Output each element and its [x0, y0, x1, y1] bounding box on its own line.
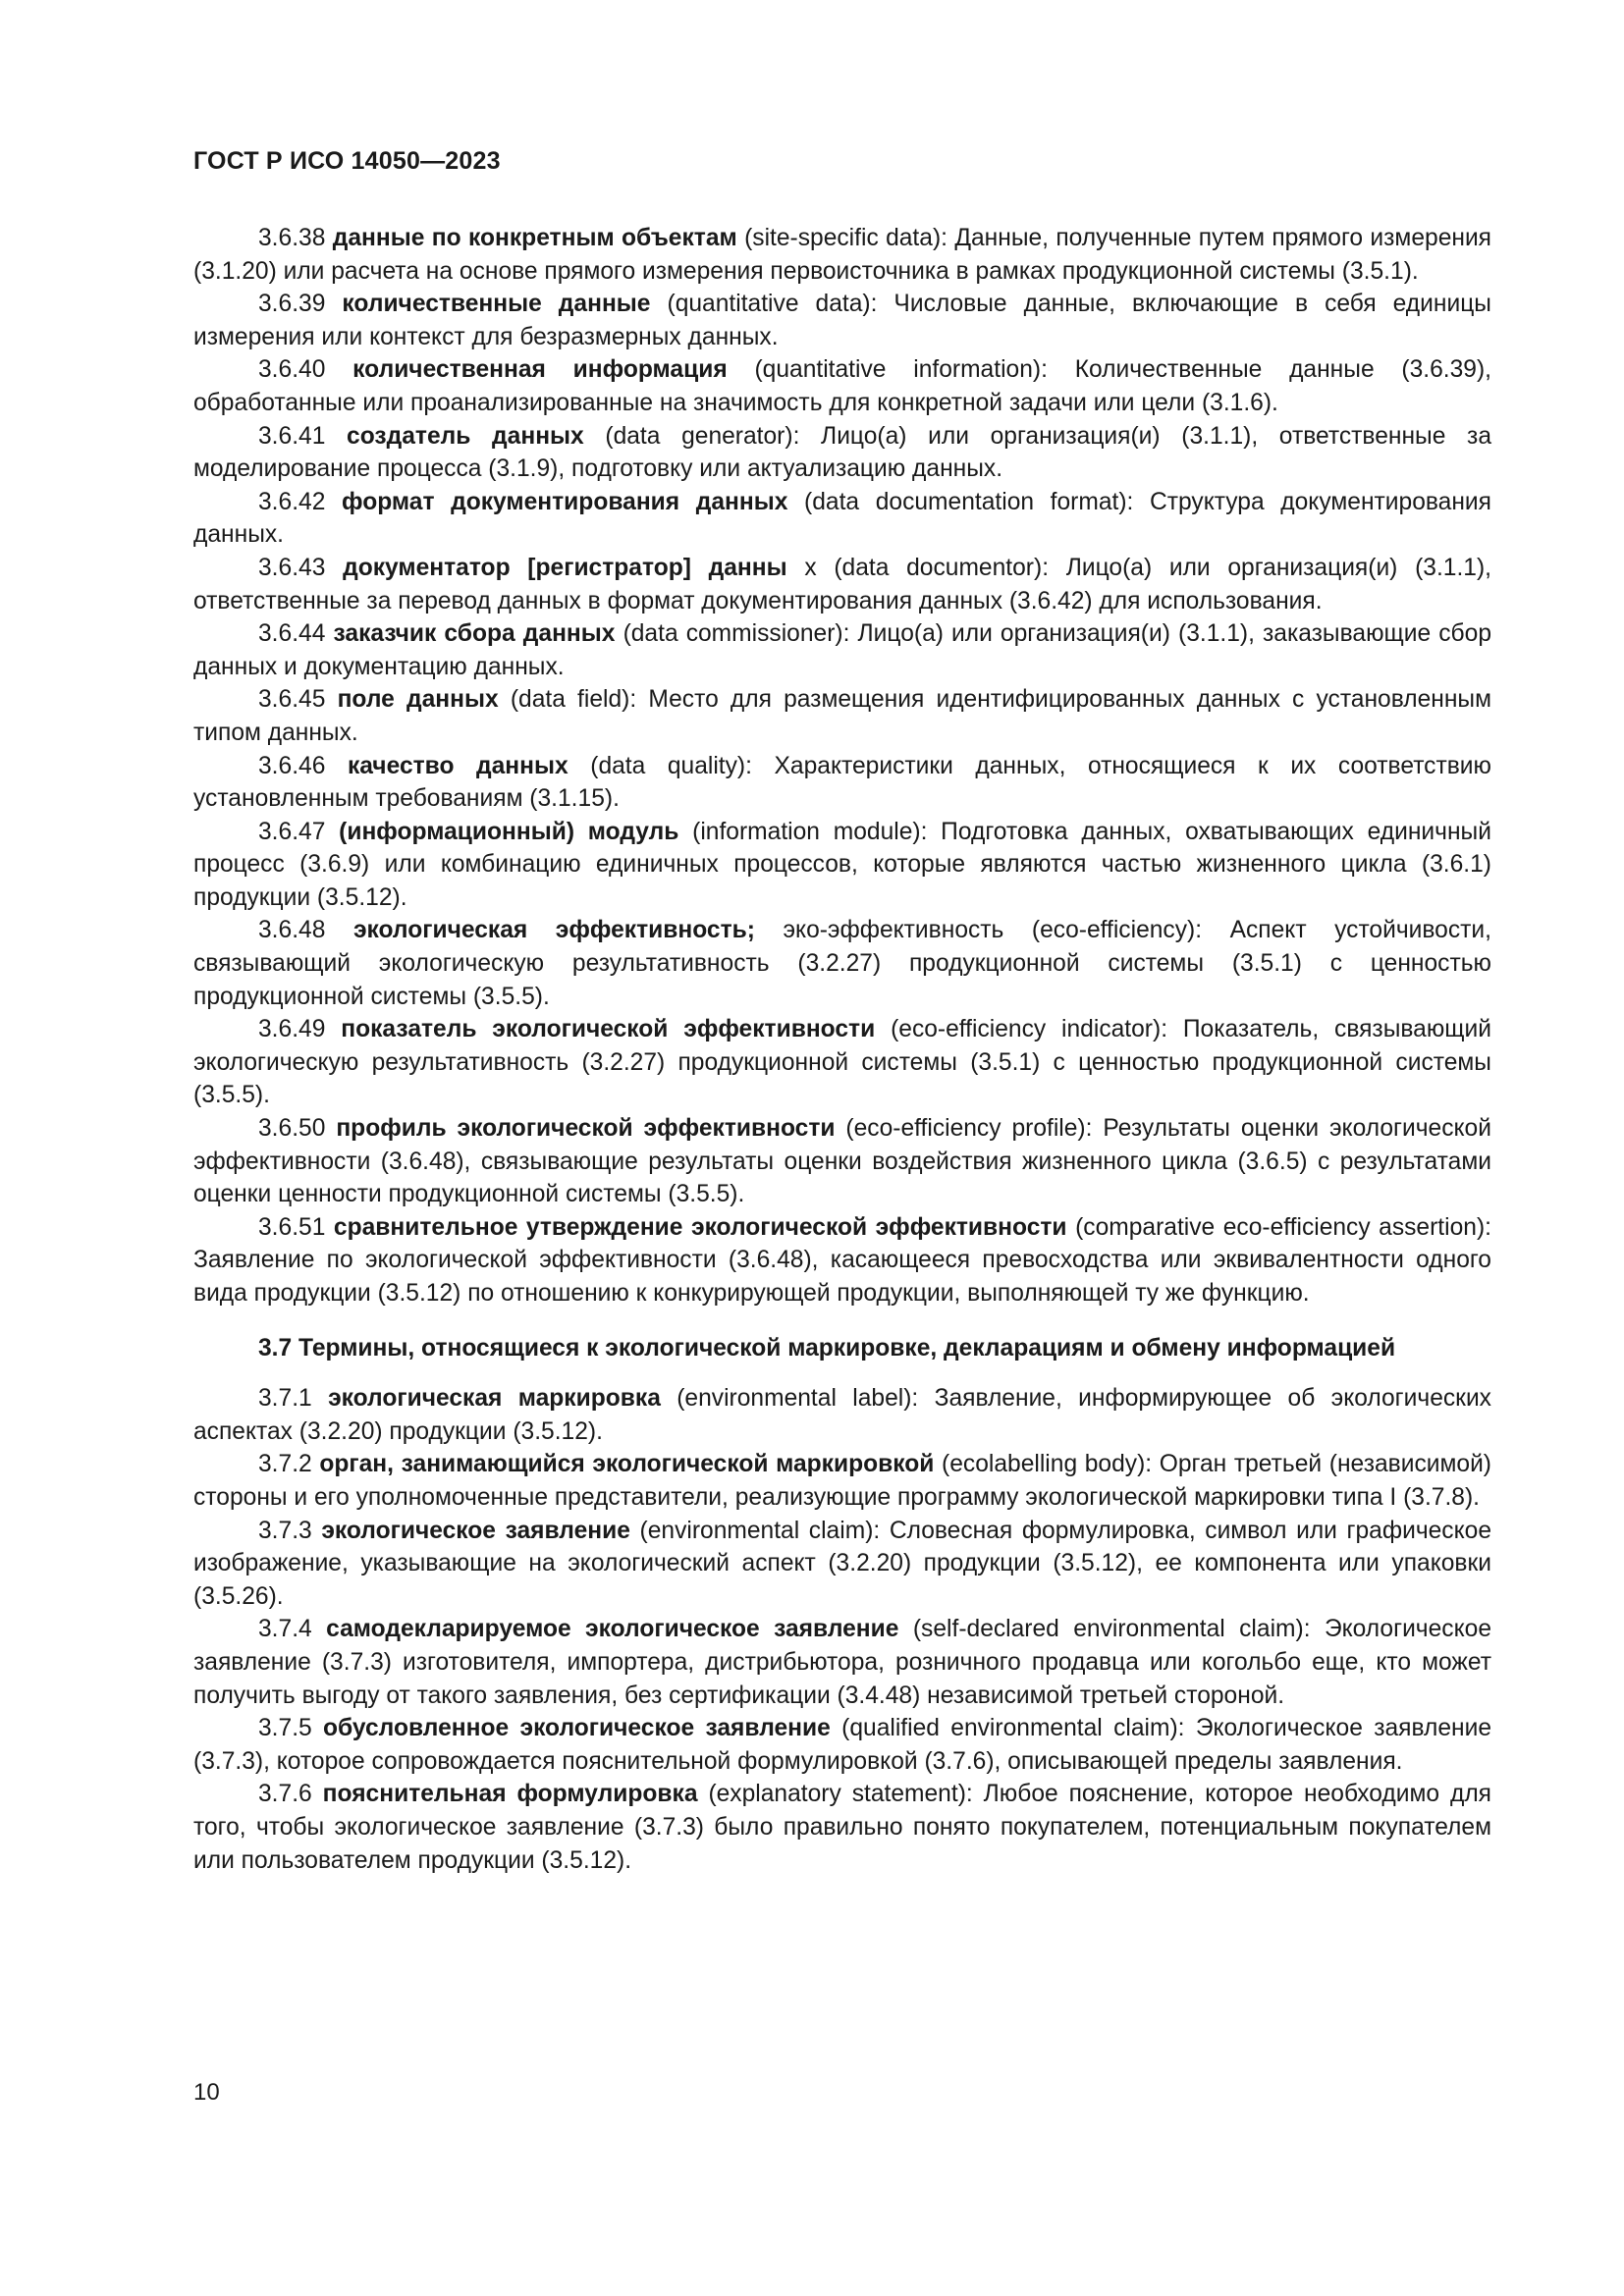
term-name: данные по конкретным объектам [332, 225, 737, 251]
document-body [193, 222, 1491, 1877]
term-entry [193, 1013, 1491, 1112]
term-number: 3.7.3 [258, 1517, 312, 1544]
terms-list-3-6 [193, 222, 1491, 1310]
term-definition: : Результаты оценки экологической эффективности (3.6.48), связывающие результаты оценки воздействия жизненного цикла (3.6.5) с результатами оценки ценности продукционной системы (3.5.5). [193, 1115, 1491, 1208]
term-number: 3.6.50 [258, 1115, 326, 1143]
term-entry [193, 816, 1491, 915]
term-definition: : Аспект устойчивости, связывающий экологическую результативность (3.2.27) продукционной системы (3.5.1) с ценностью продукционной системы (3.5.5). [193, 917, 1491, 1010]
term-name: поле данных [337, 686, 499, 714]
term-number: 3.6.45 [258, 686, 326, 714]
term-name: качество данных [347, 752, 568, 779]
term-english: (information module) [692, 818, 921, 845]
page-number: 10 [193, 2079, 220, 2106]
term-name: профиль экологической эффективности [336, 1115, 836, 1143]
term-entry [193, 914, 1491, 1013]
term-english: (quantitative data) [667, 291, 871, 318]
term-number: 3.6.42 [258, 488, 326, 515]
term-name: количественные данные [342, 291, 651, 318]
term-english: (comparative eco-efficiency assertion) [1075, 1213, 1486, 1241]
term-number: 3.6.40 [258, 356, 326, 384]
term-english: (explanatory statement) [708, 1781, 966, 1808]
term-name: орган, занимающийся экологической маркировкой [319, 1451, 935, 1478]
term-english: (site-specific data) [744, 225, 942, 251]
term-name: количественная информация [352, 356, 728, 384]
term-entry [193, 288, 1491, 353]
term-definition: : Данные, полученные путем прямого измерения (3.1.20) или расчета на основе прямого измерения первоисточника в рамках продукционной системы (3.5.1). [193, 225, 1492, 285]
term-definition: : Показатель, связывающий экологическую результативность (3.2.27) продукционной системы (3.5.1) с ценностью продукционной системы (3.5.5). [193, 1016, 1492, 1109]
term-name: обусловленное экологическое заявление [323, 1715, 831, 1742]
term-definition: : Заявление, информирующее об экологических аспектах (3.2.20) продукции (3.5.12). [193, 1385, 1491, 1445]
term-number: 3.6.39 [258, 291, 326, 318]
term-english: (data commissioner) [623, 620, 843, 648]
term-entry [193, 683, 1491, 749]
term-definition: : Экологическое заявление (3.7.3) изготовителя, импортера, дистрибьютора, розничного продавца или когольбо еще, кто может получить выгоду от такого заявления, без сертификации (3.4.48) независимой третьей стороной. [193, 1616, 1491, 1709]
term-english: х (data documentor) [804, 554, 1043, 581]
term-definition: : Место для размещения идентифицированных данных с установленным типом данных. [193, 686, 1492, 746]
term-definition: : Лицо(а) или организация(и) (3.1.1), заказывающие сбор данных и документацию данных. [193, 620, 1491, 680]
term-number: 3.6.48 [258, 917, 326, 944]
term-english: эко-эффективность (eco-efficiency) [783, 917, 1196, 944]
term-english: (data quality) [590, 752, 746, 779]
term-english: (self-declared environmental claim) [912, 1616, 1304, 1643]
term-name: показатель экологической эффективности [341, 1016, 876, 1043]
term-definition: : Орган третьей (независимой) стороны и его уполномоченные представители, реализующие программу экологической маркировки типа I (3.7.8). [193, 1451, 1492, 1511]
term-english: (data generator) [605, 422, 793, 450]
term-definition: : Экологическое заявление (3.7.3), которое сопровождается пояснительной формулировкой (3.7.6), описывающей пределы заявления. [193, 1715, 1491, 1775]
term-entry [193, 222, 1491, 288]
term-number: 3.7.6 [258, 1781, 312, 1808]
term-number: 3.6.41 [258, 422, 326, 450]
term-number: 3.6.49 [258, 1016, 326, 1043]
term-number: 3.6.38 [258, 225, 326, 251]
term-entry [193, 420, 1491, 486]
term-definition: : Лицо(а) или организация(и) (3.1.1), ответственные за перевод данных в формат документирования данных (3.6.42) для использования. [193, 554, 1491, 614]
term-number: 3.7.4 [258, 1616, 312, 1643]
terms-list-3-7 [193, 1382, 1491, 1877]
term-english: (environmental label) [677, 1385, 912, 1413]
term-entry [193, 1712, 1491, 1778]
term-name: самодекларируемое экологическое заявление [326, 1616, 899, 1643]
term-english: (data documentation format) [804, 488, 1127, 515]
term-number: 3.7.1 [258, 1385, 312, 1413]
term-entry [193, 1382, 1491, 1448]
term-definition: : Любое пояснение, которое необходимо для того, чтобы экологическое заявление (3.7.3) было правильно понято покупателем, потенциальным покупателем или пользователем продукции (3.5.12). [193, 1781, 1491, 1874]
term-definition: : Структура документирования данных. [193, 488, 1491, 549]
term-name: формат документирования данных [342, 488, 788, 515]
term-english: (qualified environmental claim) [841, 1715, 1178, 1742]
term-definition: : Числовые данные, включающие в себя единицы измерения или контекст для безразмерных данных. [193, 291, 1491, 350]
term-entry [193, 1448, 1491, 1514]
term-name: сравнительное утверждение экологической эффективности [333, 1213, 1067, 1241]
term-entry [193, 750, 1491, 816]
term-name: заказчик сбора данных [333, 620, 616, 648]
term-definition: : Заявление по экологической эффективности (3.6.48), касающееся превосходства или эквивалентности одного вида продукции (3.5.12) по отношению к конкурирующей продукции, выполняющей ту же функцию. [193, 1213, 1491, 1307]
term-name: экологическое заявление [321, 1517, 630, 1544]
term-english: (quantitative information) [754, 356, 1042, 384]
term-entry [193, 486, 1491, 552]
document-header: ГОСТ Р ИСО 14050—2023 [193, 147, 501, 175]
term-name: (информационный) модуль [339, 818, 679, 845]
term-english: (environmental claim) [639, 1517, 874, 1544]
term-name: создатель данных [347, 422, 584, 450]
term-english: (data field) [510, 686, 630, 714]
term-name: пояснительная формулировка [322, 1781, 698, 1808]
term-definition: : Словесная формулировка, символ или графическое изображение, указывающие на экологический аспект (3.2.20) продукции (3.5.12), ее компонента или упаковки (3.5.26). [193, 1517, 1491, 1610]
term-definition: : Количественные данные (3.6.39), обработанные или проанализированные на значимость для конкретной задачи или цели (3.1.6). [193, 356, 1491, 416]
term-number: 3.6.43 [258, 554, 326, 581]
term-name: экологическая эффективность; [352, 917, 755, 944]
term-entry [193, 353, 1491, 419]
term-name: документатор [регистратор] данны [343, 554, 787, 581]
term-number: 3.6.46 [258, 752, 326, 779]
term-entry [193, 617, 1491, 683]
term-number: 3.6.47 [258, 818, 326, 845]
term-number: 3.7.2 [258, 1451, 312, 1478]
term-entry [193, 1112, 1491, 1211]
term-number: 3.6.44 [258, 620, 326, 648]
term-name: экологическая маркировка [328, 1385, 661, 1413]
term-english: (eco-efficiency indicator) [891, 1016, 1162, 1043]
term-number: 3.7.5 [258, 1715, 312, 1742]
term-entry [193, 1778, 1491, 1877]
term-definition: : Характеристики данных, относящиеся к их соответствию установленным требованиям (3.1.15). [193, 752, 1491, 813]
section-heading-3-7: 3.7 Термины, относящиеся к экологической маркировке, декларациям и обмену информацией [258, 1334, 1396, 1362]
term-definition: : Подготовка данных, охватывающих единичный процесс (3.6.9) или комбинацию единичных процессов, которые являются частью жизненного цикла (3.6.1) продукции (3.5.12). [193, 818, 1491, 911]
term-number: 3.6.51 [258, 1213, 326, 1241]
term-entry [193, 552, 1491, 617]
term-entry [193, 1515, 1491, 1614]
term-entry [193, 1613, 1491, 1712]
term-english: (ecolabelling body) [942, 1451, 1146, 1478]
term-definition: : Лицо(а) или организация(и) (3.1.1), ответственные за моделирование процесса (3.1.9), подготовку или актуализацию данных. [193, 422, 1492, 483]
term-entry [193, 1211, 1491, 1310]
term-english: (eco-efficiency profile) [845, 1115, 1086, 1143]
